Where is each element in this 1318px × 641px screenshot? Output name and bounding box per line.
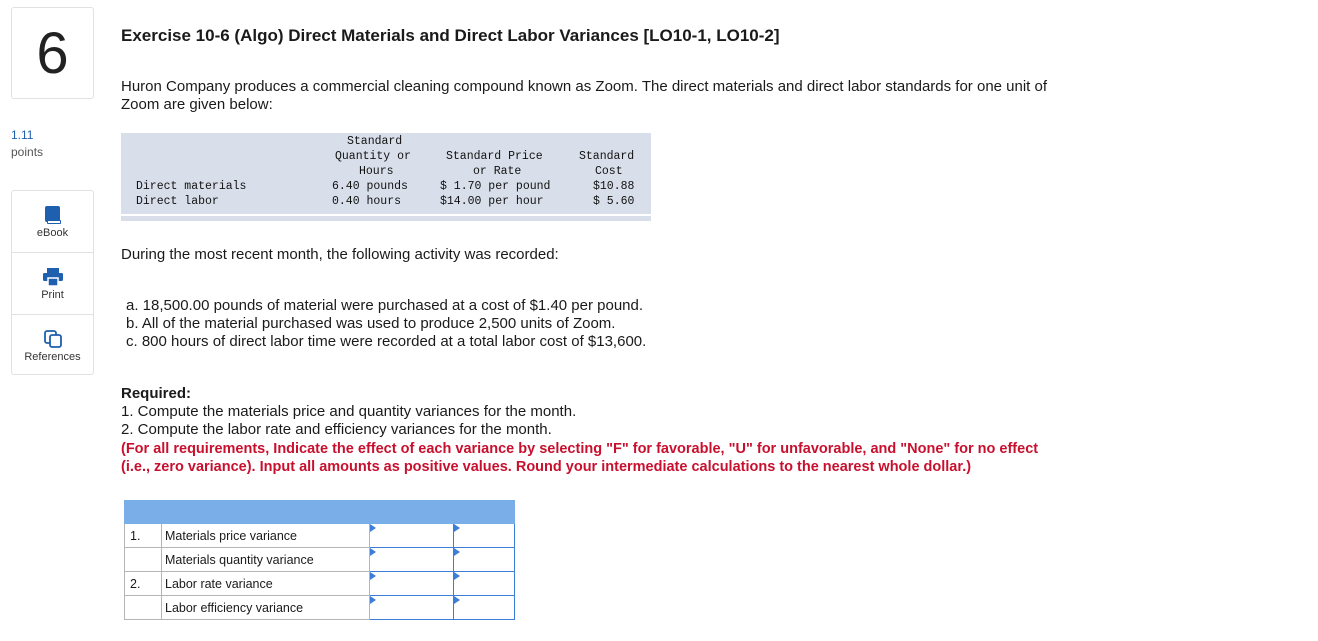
table-row — [125, 548, 515, 572]
points-value: 1.11 — [11, 128, 34, 142]
effect-cell[interactable] — [454, 524, 515, 548]
references-label: References — [24, 351, 81, 363]
price-header-1: Standard Price — [446, 150, 543, 163]
effect-cell[interactable] — [454, 596, 515, 620]
cost-header-1: Standard — [579, 150, 635, 163]
materials-quantity-amount-input[interactable] — [370, 549, 452, 571]
required-item: 1. Compute the materials price and quantity variances for the month. — [121, 403, 577, 420]
row-cost: $ 5.60 — [593, 195, 635, 208]
table-row — [125, 596, 515, 620]
row-cost: $10.88 — [593, 180, 635, 193]
row-label: Labor efficiency variance — [162, 596, 370, 620]
activity-item: b. All of the material purchased was used to produce 2,500 units of Zoom. — [126, 315, 616, 332]
amount-cell[interactable] — [370, 524, 454, 548]
required-list — [121, 403, 576, 439]
exercise-intro: Huron Company produces a commercial cleaning compound known as Zoom. The direct materials and direct labor standards for one unit of Zoom are given below: — [121, 78, 1048, 113]
required-heading: Required: — [121, 385, 192, 402]
row-number: 1. — [125, 524, 162, 548]
labor-rate-amount-input[interactable] — [370, 573, 452, 595]
row-price: $14.00 per hour — [440, 195, 544, 208]
answer-table — [124, 500, 515, 620]
row-number — [125, 596, 162, 620]
row-qty: 6.40 pounds — [332, 180, 408, 193]
row-price: $ 1.70 per pound — [440, 180, 551, 193]
activity-list — [126, 297, 646, 351]
amount-cell[interactable] — [370, 548, 454, 572]
cost-header-2: Cost — [595, 165, 623, 178]
price-header-2: or Rate — [473, 165, 522, 178]
materials-price-effect-select[interactable] — [454, 525, 513, 547]
question-number-box — [11, 7, 94, 99]
standards-table — [121, 133, 651, 221]
labor-efficiency-amount-input[interactable] — [370, 597, 452, 619]
question-number: 6 — [36, 20, 69, 86]
row-number: 2. — [125, 572, 162, 596]
row-qty: 0.40 hours — [332, 195, 402, 208]
row-label: Materials price variance — [162, 524, 370, 548]
standards-footer — [121, 216, 651, 221]
table-row — [125, 524, 515, 548]
ebook-button[interactable] — [12, 191, 93, 253]
effect-cell[interactable] — [454, 548, 515, 572]
amount-cell[interactable] — [370, 596, 454, 620]
required-item: 2. Compute the labor rate and efficiency variances for the month. — [121, 421, 552, 438]
amount-cell[interactable] — [370, 572, 454, 596]
required-note: (For all requirements, Indicate the effect of each variance by selecting "F" for favorable, "U" for unfavorable, and "None" for no effect (i.e., zero variance). Input all amounts as positive values. Round your intermediate calculations to the nearest whole dollar.) — [121, 441, 1039, 475]
row-number — [125, 548, 162, 572]
labor-efficiency-effect-select[interactable] — [454, 597, 513, 619]
row-label: Direct materials — [136, 180, 247, 193]
row-label: Labor rate variance — [162, 572, 370, 596]
ebook-label: eBook — [36, 227, 69, 239]
print-button[interactable] — [12, 253, 93, 315]
activity-intro: During the most recent month, the following activity was recorded: — [121, 246, 559, 263]
row-label: Materials quantity variance — [162, 548, 370, 572]
qty-header-2: Quantity or — [335, 150, 411, 163]
activity-item: a. 18,500.00 pounds of material were purchased at a cost of $1.40 per pound. — [126, 297, 644, 314]
tools-panel — [11, 190, 94, 375]
row-label: Direct labor — [136, 195, 219, 208]
table-row — [125, 572, 515, 596]
labor-rate-effect-select[interactable] — [454, 573, 513, 595]
effect-cell[interactable] — [454, 572, 515, 596]
qty-header-3: Hours — [359, 165, 394, 178]
print-label: Print — [41, 289, 64, 301]
references-button[interactable] — [12, 315, 93, 376]
exercise-title: Exercise 10-6 (Algo) Direct Materials and Direct Labor Variances [LO10-1, LO10-2] — [121, 26, 780, 45]
materials-quantity-effect-select[interactable] — [454, 549, 513, 571]
points-label: points — [11, 145, 44, 159]
materials-price-amount-input[interactable] — [370, 525, 452, 547]
answer-table-header — [125, 501, 515, 524]
qty-header-1: Standard — [347, 135, 403, 148]
activity-item: c. 800 hours of direct labor time were recorded at a total labor cost of $13,600. — [126, 333, 647, 350]
